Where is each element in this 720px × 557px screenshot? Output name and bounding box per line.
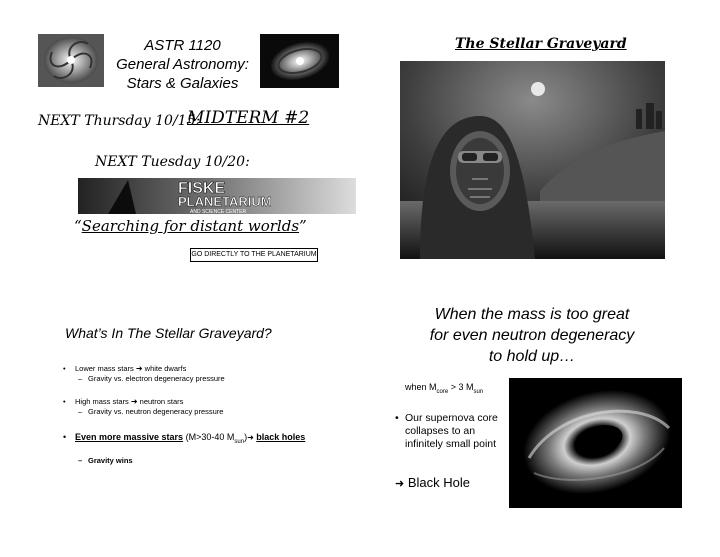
black-holes-text: black holes — [256, 432, 306, 442]
mass-range-text: (M>30-40 M — [185, 432, 235, 442]
go-to-planetarium-button[interactable]: GO DIRECTLY TO THE PLANETARIUM — [190, 248, 318, 262]
arrow-right-icon: ➜ — [130, 397, 138, 406]
sub-bullet-electron: – Gravity vs. electron degeneracy pressure — [88, 374, 225, 384]
title-line-3: to hold up… — [488, 348, 576, 365]
sub-bullet-neutron: – Gravity vs. neutron degeneracy pressure — [88, 407, 223, 417]
arrow-right-icon: ➜ — [395, 478, 405, 490]
midterm-label: MIDTERM #2 — [187, 108, 310, 128]
supernova-core-bullet — [395, 412, 513, 451]
bullet-massive-stars — [75, 432, 315, 448]
lower-mass-text: Lower mass stars — [75, 364, 134, 373]
core-subscript: core — [436, 388, 449, 395]
core-collapse-text: • Our supernova core collapses to an infinitely small point — [405, 412, 498, 450]
searching-title: Searching for distant worlds — [81, 217, 300, 235]
mass-too-great-title — [402, 304, 662, 367]
quote-close: ” — [299, 217, 307, 235]
stellar-graveyard-title: The Stellar Graveyard — [455, 36, 627, 52]
course-title — [105, 36, 260, 93]
sun-subscript: sun — [473, 388, 484, 395]
arrow-right-icon: ➜ — [135, 364, 143, 373]
spiral-galaxy-image — [38, 34, 104, 87]
galaxy-image — [260, 34, 339, 88]
course-code: ASTR 1120 — [144, 37, 221, 54]
sun-subscript: sun — [234, 438, 245, 445]
title-line-2: for even neutron degeneracy — [429, 327, 635, 344]
quote-open: “ — [74, 217, 82, 235]
massive-stars-text: Even more massive stars — [75, 432, 184, 442]
planetarium-logo-text: PLANETARIUM — [178, 194, 272, 209]
graveyard-question-title: What’s In The Stellar Graveyard? — [65, 325, 272, 341]
greater-than-text: > 3 M — [448, 382, 474, 392]
neutron-stars-text: neutron stars — [139, 397, 184, 406]
searching-for-distant-worlds — [74, 217, 307, 235]
fiske-planetarium-logo — [78, 178, 356, 214]
black-hole-label — [395, 475, 470, 490]
black-hole-text: Black Hole — [407, 475, 470, 490]
sub-bullet-gravity-wins: – Gravity wins — [88, 456, 133, 466]
white-dwarfs-text: white dwarfs — [144, 364, 187, 373]
course-name: General Astronomy: — [116, 56, 249, 73]
next-tuesday-label: NEXT Tuesday 10/20: — [95, 154, 250, 170]
bullet-high-mass — [75, 397, 183, 407]
next-thursday-label: NEXT Thursday 10/15: — [38, 113, 201, 129]
high-mass-text: High mass stars — [75, 397, 129, 406]
arrow-right-icon: ➜ — [247, 433, 254, 442]
mass-close-paren: ) — [244, 432, 248, 442]
mass-condition — [405, 382, 483, 395]
graveyard-scene-image — [400, 61, 665, 259]
when-m-text: when M — [405, 382, 437, 392]
title-line-1: When the mass is too great — [434, 306, 630, 323]
bullet-lower-mass — [75, 364, 186, 374]
black-hole-image — [509, 378, 682, 508]
course-subtitle: Stars & Galaxies — [126, 75, 239, 92]
fiske-logo-text: FISKE — [178, 180, 226, 197]
science-center-logo-text: AND SCIENCE CENTER — [190, 209, 247, 214]
